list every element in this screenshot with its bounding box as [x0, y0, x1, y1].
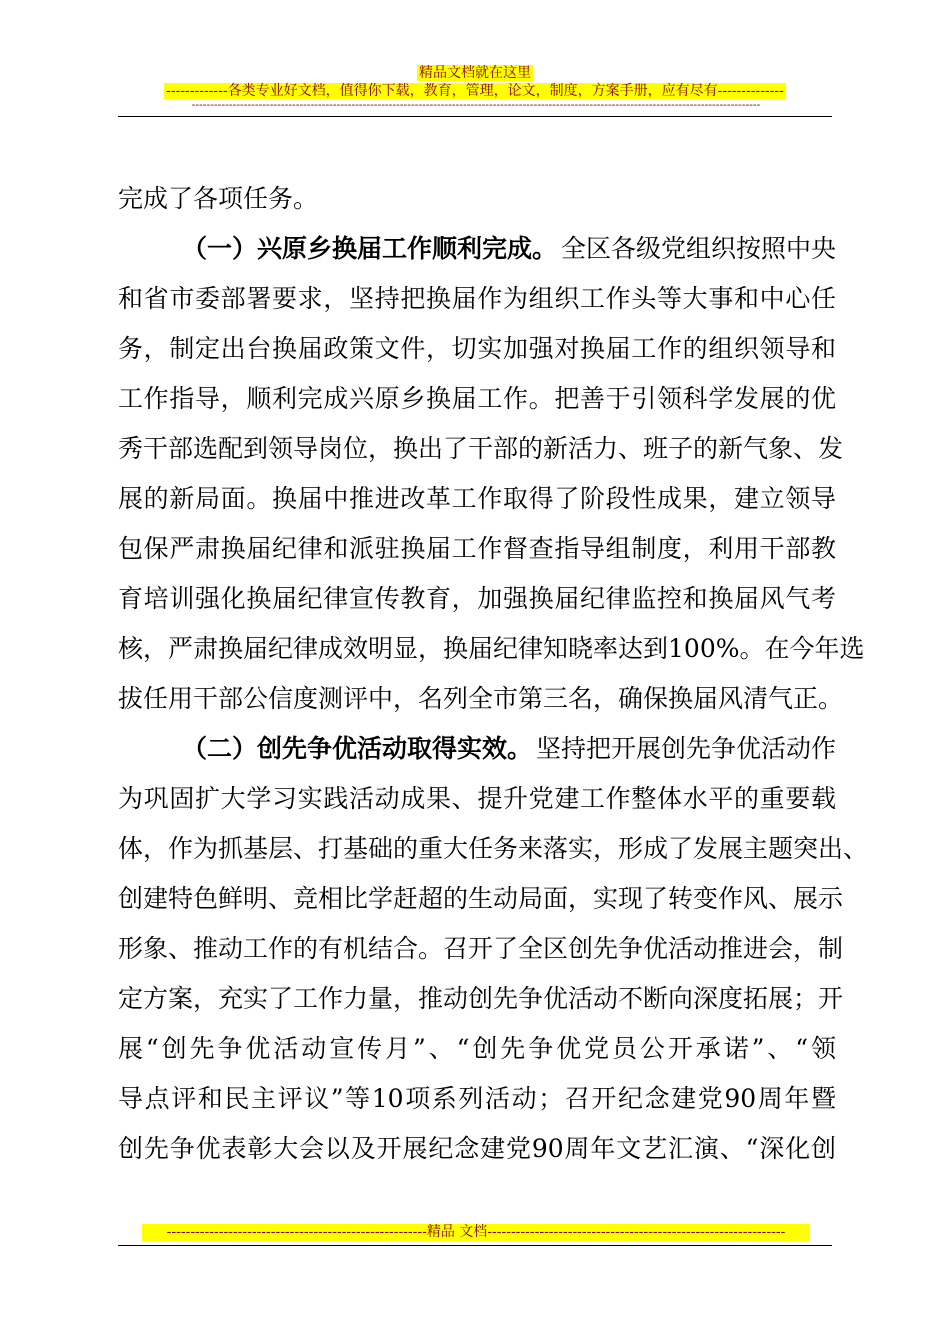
- footer-rule: [118, 1245, 832, 1246]
- body-line: 育培训强化换届纪律宣传教育，加强换届纪律监控和换届风气考: [118, 584, 836, 613]
- body-line: 核，严肃换届纪律成效明显，换届纪律知晓率达到100%。在今年选: [118, 634, 865, 663]
- body-line: 为巩固扩大学习实践活动成果、提升党建工作整体水平的重要载: [118, 784, 836, 813]
- body-line: 坚持把开展创先争优活动作: [535, 734, 836, 763]
- body-line: 展“创先争优活动宣传月”、“创先争优党员公开承诺”、“领: [118, 1034, 836, 1063]
- body-line: 导点评和民主评议”等10项系列活动；召开纪念建党90周年暨: [118, 1084, 836, 1113]
- footer-banner: -------------------------------------------------------精品 文档---------------------------------------------------------------: [142, 1224, 810, 1241]
- body-line: 创建特色鲜明、竞相比学赶超的生动局面，实现了转变作风、展示: [118, 884, 844, 913]
- body-line: 包保严肃换届纪律和派驻换届工作督查指导组制度，利用干部教: [118, 534, 836, 563]
- paragraph-2-first-line: [182, 724, 836, 774]
- body-line: 和省市委部署要求，坚持把换届作为组织工作头等大事和中心任: [118, 284, 836, 313]
- body-line: 形象、推动工作的有机结合。召开了全区创先争优活动推进会，制: [118, 934, 844, 963]
- body-line: 体，作为抓基层、打基础的重大任务来落实，形成了发展主题突出、: [118, 834, 869, 863]
- header-banner-text: -------------各类专业好文档，值得你下载，教育，管理，论文，制度，方案手册，应有尽有--------------: [166, 83, 784, 99]
- body-line: 定方案，充实了工作力量，推动创先争优活动不断向深度拓展；开: [118, 984, 844, 1013]
- section-heading-2: （二）创先争优活动取得实效。: [182, 734, 533, 763]
- paragraph-1-first-line: [182, 224, 836, 274]
- section-heading-1: （一）兴原乡换届工作顺利完成。: [182, 234, 558, 263]
- body-line: 全区各级党组织按照中央: [560, 234, 836, 263]
- body-line: 务，制定出台换届政策文件，切实加强对换届工作的组织领导和: [118, 334, 836, 363]
- body-line: 完成了各项任务。: [118, 184, 319, 213]
- body-line: 展的新局面。换届中推进改革工作取得了阶段性成果，建立领导: [118, 484, 836, 513]
- header-title-text: 精品文档就在这里: [419, 65, 531, 81]
- header-title: [0, 64, 950, 82]
- header-rule: [118, 116, 832, 117]
- body-line: 拔任用干部公信度测评中，名列全市第三名，确保换届风清气正。: [118, 684, 844, 713]
- header-dash-line: ---------------------------------------------------------------------------------------------------------------------------------------------------------: [191, 98, 761, 111]
- body-line: 创先争优表彰大会以及开展纪念建党90周年文艺汇演、“深化创: [118, 1134, 836, 1163]
- body-line: 秀干部选配到领导岗位，换出了干部的新活力、班子的新气象、发: [118, 434, 844, 463]
- body-line: 工作指导，顺利完成兴原乡换届工作。把善于引领科学发展的优: [118, 384, 836, 413]
